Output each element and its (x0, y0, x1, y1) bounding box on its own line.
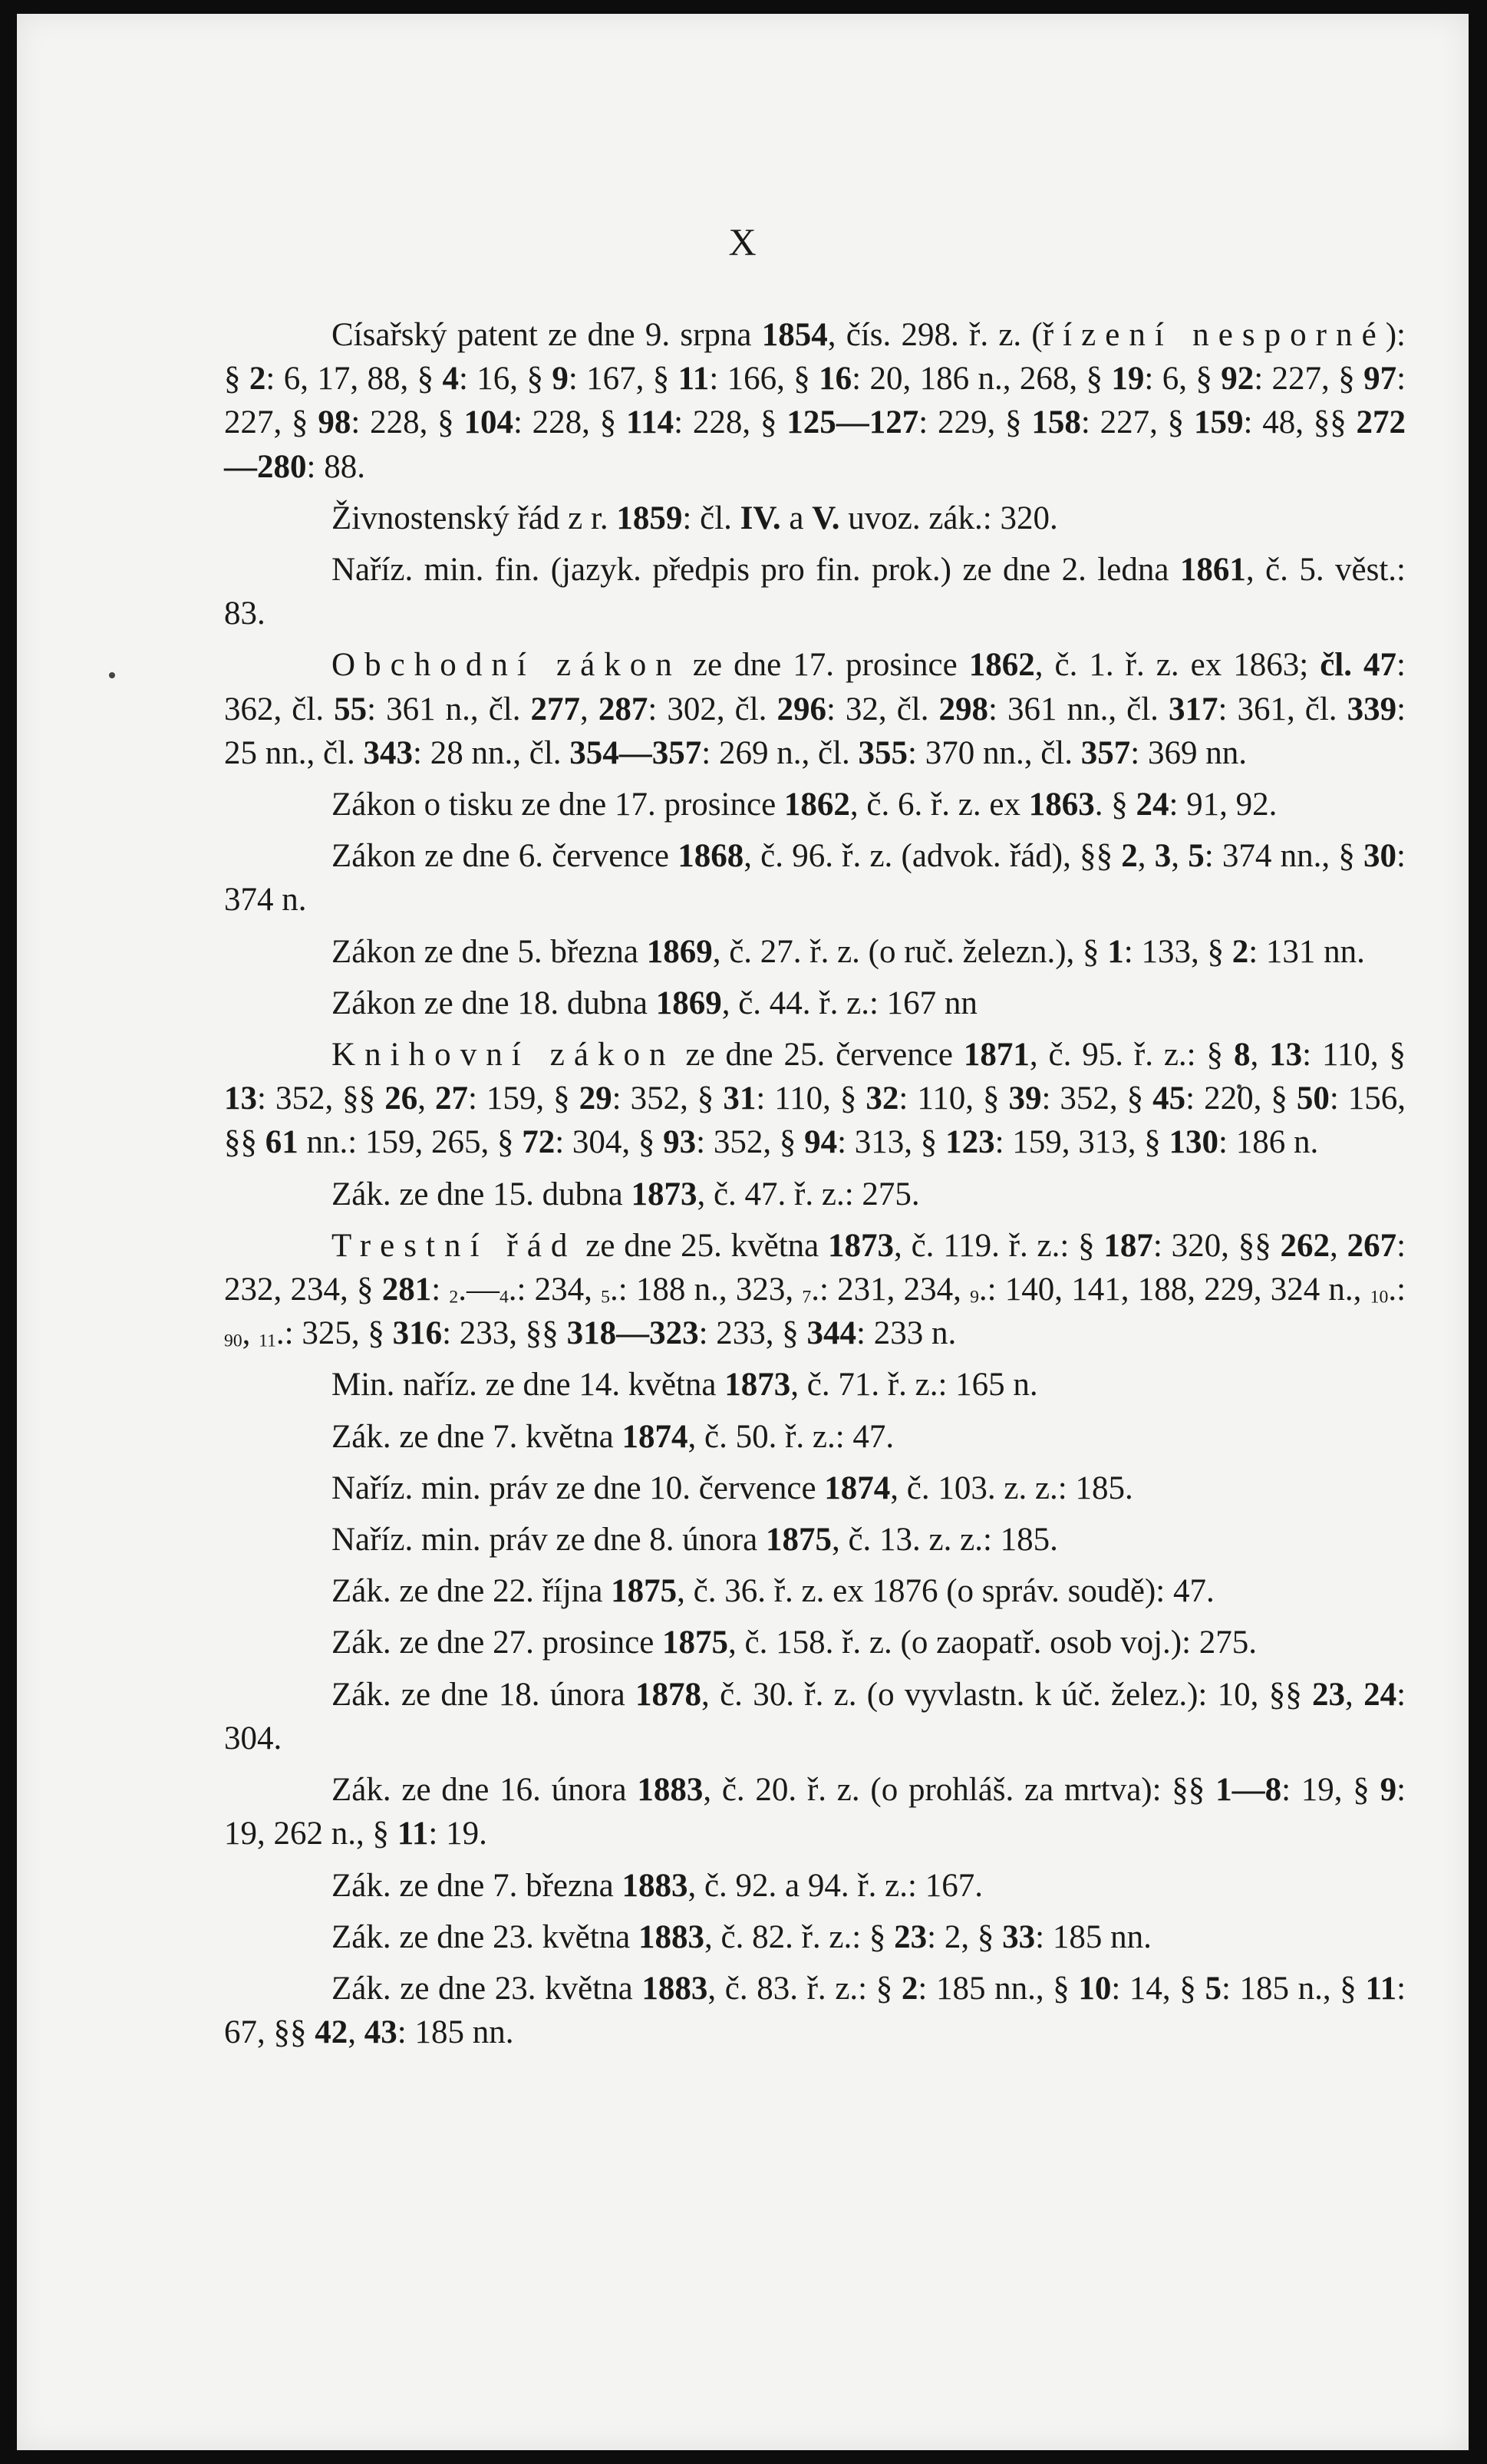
index-entry: Císařský patent ze dne 9. srpna 1854, čís. 298. ř. z. (řízení nesporné): § 2: 6, 17, 88, § 4: 16, § 9: 167, § 11: 166, § 16: 20, 186 n., 268, § 19: 6, § 92: 227, § 97: 227, § 98: 228, § 104: 228, § 114: 228, § 125—127: 229, § 158: 227, § 159: 48, §§ 272—280: 88. (224, 317, 1406, 485)
index-entry: Min. naříz. ze dne 14. května 1873, č. 71. ř. z.: 165 n. (331, 1367, 1038, 1404)
stray-ink-dot (109, 672, 115, 678)
index-entry: Zák. ze dne 7. března 1883, č. 92. a 94. ř. z.: 167. (331, 1867, 983, 1904)
index-entry: Trestní řád ze dne 25. května 1873, č. 119. ř. z.: § 187: 320, §§ 262, 267: 232, 234, § 281: $_2.—_4$.: 234, $_5$.: 188 n., 323, $_7$.: 231, 234, $_9$.: 140, 141, 188, 229, 324 n., $_{10}$.: $_{90}$, $_{11}$.: 325, § 316: 233, §§ 318—323: 233, § 344: 233 n. (224, 1227, 1406, 1352)
index-entry: Zák. ze dne 15. dubna 1873, č. 47. ř. z.: 275. (331, 1176, 920, 1212)
index-entry: Naříz. min. práv ze dne 8. února 1875, č. 13. z. z.: 185. (331, 1522, 1058, 1559)
index-entry: Živnostenský řád z r. 1859: čl. IV. a V. uvoz. zák.: 320. (331, 500, 1058, 536)
document-page (17, 14, 1469, 2450)
index-entry: Zákon ze dne 5. března 1869, č. 27. ř. z. (o ruč. železn.), § 1: 133, § 2: 131 nn. (331, 933, 1365, 970)
index-entry: Zákon ze dne 6. července 1868, č. 96. ř. z. (advok. řád), §§ 2, 3, 5: 374 nn., § 30: 374 n. (224, 838, 1406, 919)
index-entry: Zák. ze dne 7. května 1874, č. 50. ř. z.: 47. (331, 1418, 895, 1455)
index-entry: Zák. ze dne 23. května 1883, č. 83. ř. z.: § 2: 185 nn., § 10: 14, § 5: 185 n., § 11: 67, §§ 42, 43: 185 nn. (224, 1970, 1406, 2051)
index-entry: Zák. ze dne 27. prosince 1875, č. 158. ř. z. (o zaopatř. osob voj.): 275. (331, 1625, 1258, 1661)
page-number: X (728, 220, 757, 263)
index-entry: Naříz. min. práv ze dne 10. července 1874, č. 103. z. z.: 185. (331, 1469, 1133, 1506)
index-entry: Naříz. min. fin. (jazyk. předpis pro fin. prok.) ze dne 2. ledna 1861, č. 5. věst.: 83. (224, 552, 1406, 632)
index-entry: Zák. ze dne 18. února 1878, č. 30. ř. z. (o vyvlastn. k úč. želez.): 10, §§ 23, 24: 304. (224, 1676, 1406, 1756)
index-entry: Zák. ze dne 22. října 1875, č. 36. ř. z. ex 1876 (o správ. soudě): 47. (331, 1573, 1215, 1610)
index-entry: Zák. ze dne 16. února 1883, č. 20. ř. z. (o prohláš. za mrtva): §§ 1—8: 19, § 9: 19, 262 n., § 11: 19. (224, 1772, 1406, 1852)
index-entry: Zák. ze dne 23. května 1883, č. 82. ř. z.: § 23: 2, § 33: 185 nn. (331, 1918, 1152, 1955)
index-entry: Zákon o tisku ze dne 17. prosince 1862, č. 6. ř. z. ex 1863. § 24: 91, 92. (331, 787, 1278, 823)
index-entry: Zákon ze dne 18. dubna 1869, č. 44. ř. z.: 167 nn (331, 985, 978, 1021)
legal-index-list (224, 313, 1406, 2062)
index-entry: Obchodní zákon ze dne 17. prosince 1862, č. 1. ř. z. ex 1863; čl. 47: 362, čl. 55: 361 n., čl. 277, 287: 302, čl. 296: 32, čl. 298: 361 nn., čl. 317: 361, čl. 339: 25 nn., čl. 343: 28 nn., čl. 354—357: 269 n., čl. 355: 370 nn., čl. 357: 369 nn. (224, 647, 1406, 771)
index-entry: Knihovní zákon ze dne 25. července 1871, č. 95. ř. z.: § 8, 13: 110, § 13: 352, §§ 26, 27: 159, § 29: 352, § 31: 110, § 32: 110, § 39: 352, § 45: 220, § 50: 156, §§ 61 nn.: 159, 265, § 72: 304, § 93: 352, § 94: 313, § 123: 159, 313, § 130: 186 n. (224, 1037, 1406, 1161)
